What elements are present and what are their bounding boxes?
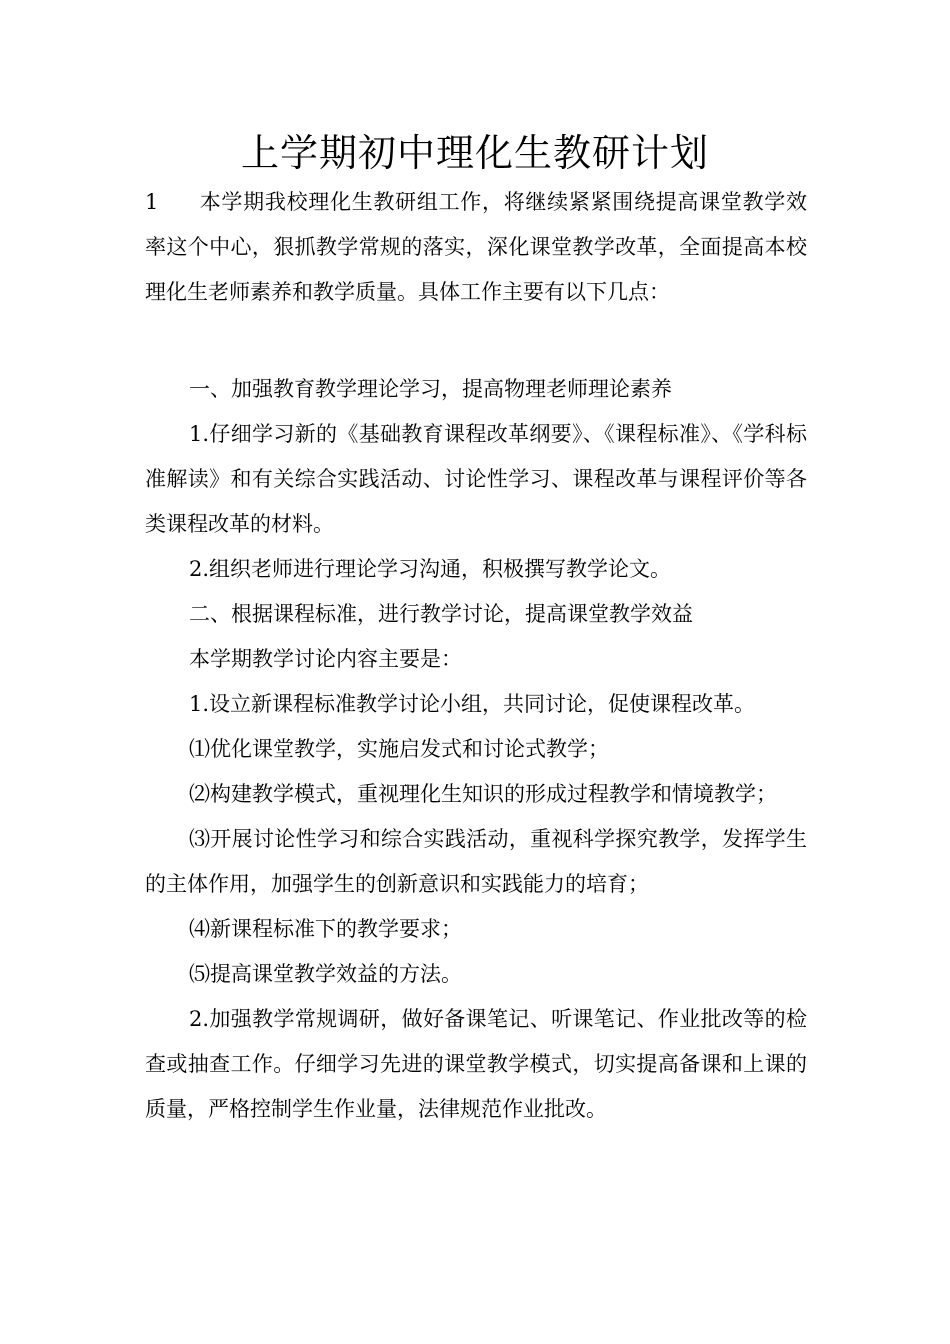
list-item-2: ⑵构建教学模式，重视理化生知识的形成过程教学和情境教学； [189,782,777,806]
paragraph-research-group: 1.设立新课程标准教学讨论小组，共同讨论，促使课程改革。 [189,692,756,716]
intro-number: 1 [145,190,159,214]
paragraph-teacher-exchange: 2.组织老师进行理论学习沟通，积极撰写教学论文。 [189,557,672,581]
paragraph-gap [145,315,807,367]
intro-paragraph [145,180,807,315]
document-body [145,180,807,1132]
list-item-3: ⑶开展讨论性学习和综合实践活动，重视科学探究教学，发挥学生的主体作用，加强学生的创新意识和实践能力的培育； [145,827,807,896]
paragraph-study-materials: 1.仔细学习新的《基础教育课程改革纲要》、《课程标准》、《学科标准解读》和有关综合实践活动、讨论性学习、课程改革与课程评价等各类课程改革的材料。 [145,422,807,536]
paragraph-routine-inspection: 2.加强教学常规调研，做好备课笔记、听课笔记、作业批改等的检查或抽查工作。仔细学习先进的课堂教学模式，切实提高备课和上课的质量，严格控制学生作业量，法律规范作业批改。 [145,1007,807,1121]
list-item-1: ⑴优化课堂教学，实施启发式和讨论式教学； [189,737,609,761]
document-title: 上学期初中理化生教研计划 [240,131,709,175]
intro-text: 本学期我校理化生教研组工作，将继续紧紧围绕提高课堂教学效率这个中心，狠抓教学常规的落实，深化课堂教学改革，全面提高本校理化生老师素养和教学质量。具体工作主要有以下几点： [145,190,807,304]
paragraph-research-content: 本学期教学讨论内容主要是： [189,647,462,671]
section-heading-1: 一、加强教育教学理论学习，提高物理老师理论素养 [189,377,672,401]
list-item-4: ⑷新课程标准下的教学要求； [189,917,462,941]
list-item-5: ⑸提高课堂教学效益的方法。 [189,962,462,986]
section-heading-2: 二、根据课程标准，进行教学讨论，提高课堂教学效益 [189,602,693,626]
